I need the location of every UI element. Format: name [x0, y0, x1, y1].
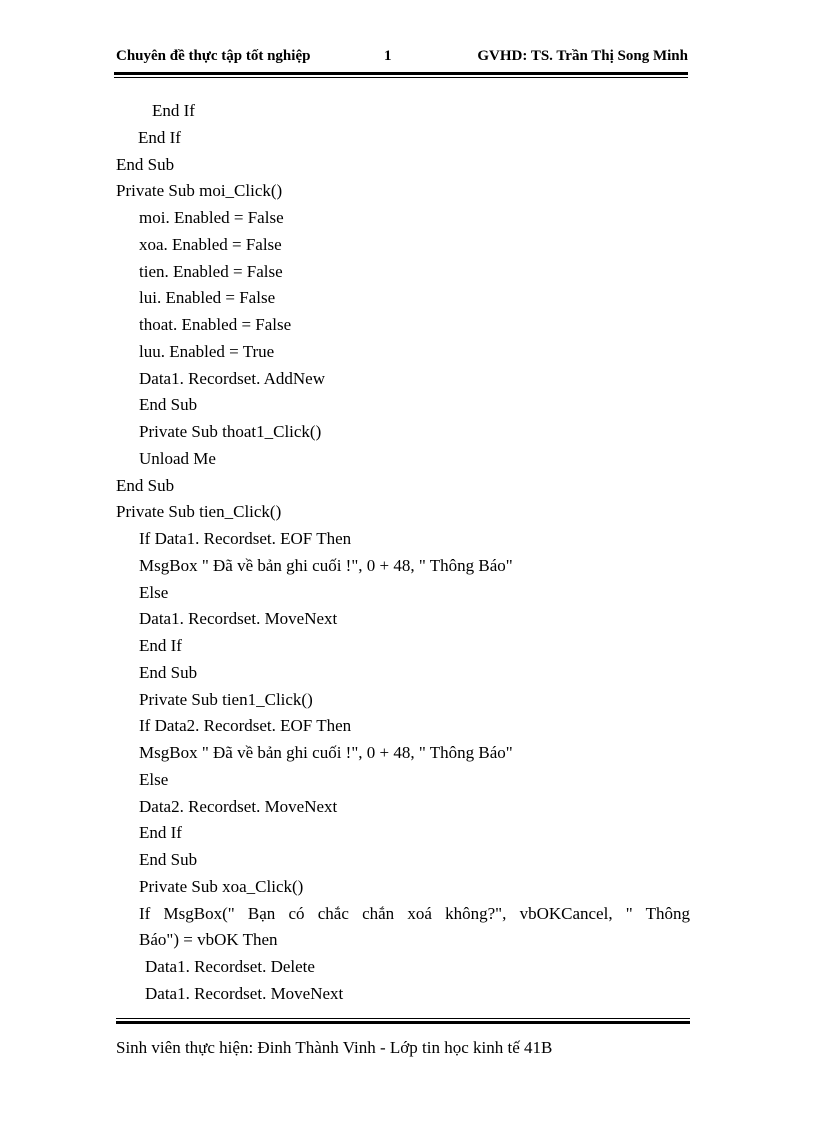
code-line: moi. Enabled = False: [139, 208, 284, 227]
code-line: End Sub: [139, 395, 198, 415]
code-line: End Sub: [116, 154, 175, 174]
header-rule-thick: [114, 72, 688, 75]
code-line: Data1. Recordset. Delete: [145, 957, 315, 976]
code-line: MsgBox " Đã về bản ghi cuối !", 0 + 48, " Thông Báo": [139, 743, 513, 762]
code-line: Data1. Recordset. MoveNext: [145, 983, 344, 1003]
code-line: If MsgBox(" Bạn có chắc chắn xoá không?", vbOKCancel, " Thông: [139, 903, 690, 923]
code-line: Báo") = vbOK Then: [139, 930, 278, 950]
code-line: End If: [139, 823, 182, 843]
code-line: Private Sub tien_Click(): [116, 502, 282, 522]
code-line: If Data1. Recordset. EOF Then: [139, 529, 352, 548]
code-line: Data1. Recordset. MoveNext: [139, 609, 338, 629]
code-line: End If: [138, 127, 181, 147]
code-line: luu. Enabled = True: [139, 341, 275, 361]
footer-rule-thick: [116, 1021, 690, 1024]
code-line: Else: [139, 582, 169, 602]
code-line: xoa. Enabled = False: [139, 234, 282, 254]
header-document-title: Chuyên đề thực tập tốt nghiệp: [116, 48, 311, 64]
code-listing: [116, 98, 690, 1008]
code-line: Private Sub moi_Click(): [116, 181, 283, 201]
code-line: Else: [139, 769, 169, 789]
code-line: thoat. Enabled = False: [139, 315, 292, 334]
header-page-number: 1: [384, 48, 392, 64]
code-line: End If: [152, 101, 195, 120]
header-supervisor: GVHD: TS. Trần Thị Song Minh: [477, 48, 688, 64]
code-line: tien. Enabled = False: [139, 261, 283, 281]
code-line: Unload Me: [139, 448, 216, 468]
code-line: End Sub: [139, 662, 198, 682]
code-line: Private Sub tien1_Click(): [139, 689, 313, 709]
code-line: Private Sub xoa_Click(): [139, 876, 304, 896]
code-line: End Sub: [139, 850, 198, 869]
code-line: lui. Enabled = False: [139, 288, 276, 308]
code-line: End If: [139, 636, 182, 655]
code-line: Private Sub thoat1_Click(): [139, 422, 322, 441]
code-line: End Sub: [116, 475, 175, 495]
code-line: If Data2. Recordset. EOF Then: [139, 716, 352, 736]
header-rule-thin: [114, 77, 688, 78]
page-footer: Sinh viên thực hiện: Đinh Thành Vinh - Lớp tin học kinh tế 41B: [116, 1038, 553, 1057]
page-header: [116, 48, 688, 70]
footer-rule-thin: [116, 1018, 690, 1019]
code-line: MsgBox " Đã về bản ghi cuối !", 0 + 48, " Thông Báo": [139, 555, 513, 575]
code-line: Data2. Recordset. MoveNext: [139, 796, 338, 816]
code-line: Data1. Recordset. AddNew: [139, 368, 326, 388]
